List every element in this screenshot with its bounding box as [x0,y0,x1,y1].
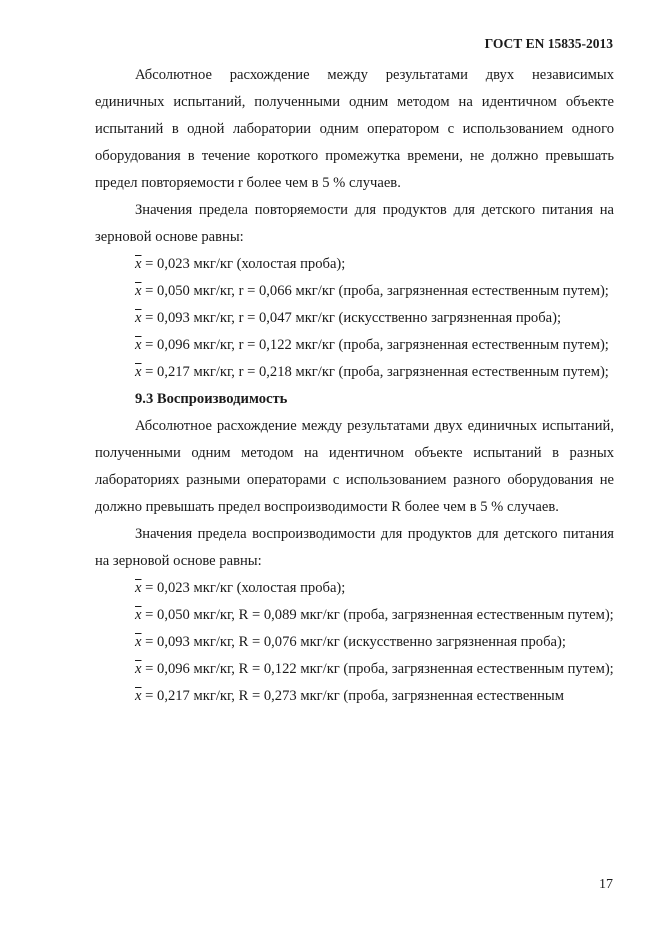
reproducibility-item: $\overline{x} = 0,093$ мкг/кг, R = 0,076 мкг/кг (искусственно загрязненная проба); [135,634,566,650]
x-bar-symbol: $\overline{x}$ [135,283,142,299]
repeatability-item: $\overline{x} = 0,096$ мкг/кг, r = 0,122 мкг/кг (проба, загрязненная естественным путем); [135,337,609,353]
x-bar-symbol: $\overline{x}$ [135,256,142,272]
reproducibility-item: $\overline{x} = 0,217$ мкг/кг, R = 0,273 мкг/кг (проба, загрязненная естественным [135,688,564,704]
repeatability-item: $\overline{x} = 0,093$ мкг/кг, r = 0,047 мкг/кг (искусственно загрязненная проба); [135,310,562,326]
x-bar-symbol: $\overline{x}$ [135,607,142,623]
reproducibility-values-intro: Значения предела воспроизводимости для продуктов для детского питания на зерновой основе равны: [95,526,614,569]
x-bar-symbol: $\overline{x}$ [135,580,142,596]
x-bar-symbol: $\overline{x}$ [135,688,142,704]
reproducibility-item: $\overline{x} = 0,096$ мкг/кг, R = 0,122 мкг/кг (проба, загрязненная естественным путем); [135,661,614,677]
repeatability-item: $\overline{x} = 0,050$ мкг/кг, r = 0,066 мкг/кг (проба, загрязненная естественным путем); [135,283,609,299]
reproducibility-item: $\overline{x} = 0,050$ мкг/кг, R = 0,089 мкг/кг (проба, загрязненная естественным путем); [135,607,614,623]
x-bar-symbol: $\overline{x}$ [135,364,142,380]
document-header: ГОСТ EN 15835-2013 [484,36,613,51]
x-bar-symbol: $\overline{x}$ [135,661,142,677]
x-bar-symbol: $\overline{x}$ [135,337,142,353]
repeatability-item: $\overline{x} = 0,023$ мкг/кг (холостая проба); [135,256,346,272]
x-bar-symbol: $\overline{x}$ [135,310,142,326]
reproducibility-paragraph: Абсолютное расхождение между результатами двух единичных испытаний, полученными одним методом на идентичном объекте испытаний в разных лабораториях разными операторами с использованием разного оборудования не должно превышать предел воспроизводимости R более чем в 5 % случаев. [95,418,614,515]
page-number: 17 [599,877,613,892]
reproducibility-item: $\overline{x} = 0,023$ мкг/кг (холостая проба); [135,580,346,596]
repeatability-item: $\overline{x} = 0,217$ мкг/кг, r = 0,218 мкг/кг (проба, загрязненная естественным путем); [135,364,609,380]
section-heading-reproducibility: 9.3 Воспроизводимость [135,391,288,407]
x-bar-symbol: $\overline{x}$ [135,634,142,650]
repeatability-paragraph: Абсолютное расхождение между результатами двух независимых единичных испытаний, полученными одним методом на идентичном объекте испытаний в одной лаборатории одним оператором с использованием одного оборудования в течение короткого промежутка времени, не должно превышать предел повторяемости r более чем в 5 % случаев. [95,67,614,191]
repeatability-values-intro: Значения предела повторяемости для продуктов для детского питания на зерновой основе равны: [95,202,614,245]
document-body [95,62,614,710]
